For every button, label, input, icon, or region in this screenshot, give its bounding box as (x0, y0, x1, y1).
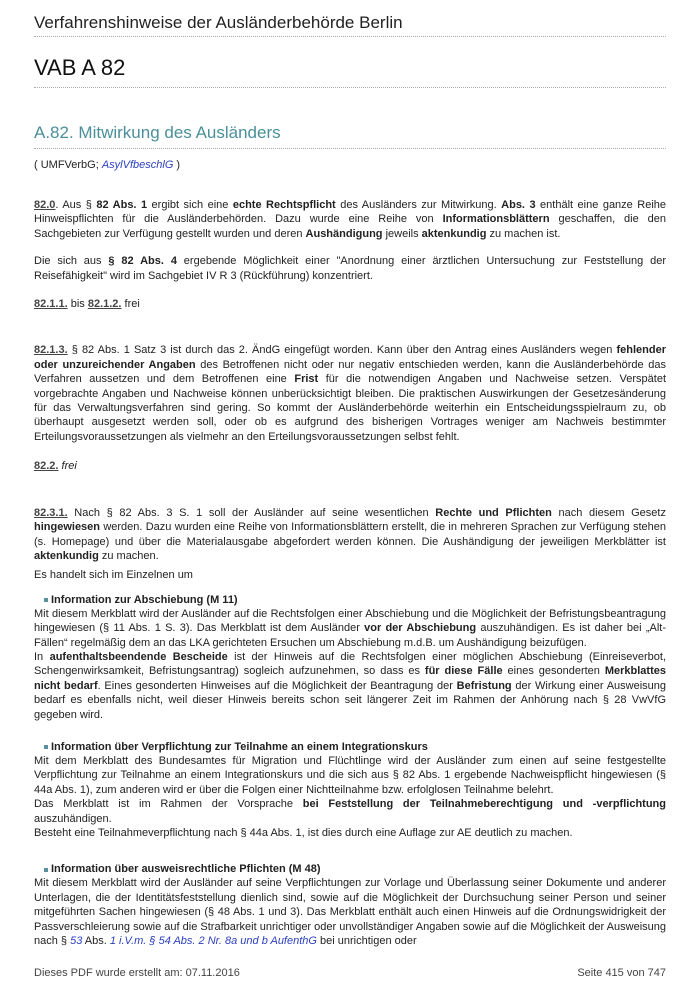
paragraph-82-0: 82.0. Aus § 82 Abs. 1 ergibt sich eine echte Rechtspflicht des Ausländers zur Mitwirkung. Abs. 3 enthält eine ganze Reihe Hinweispflichten für die Ausländerbehörden. Dazu wurde eine Reihe von Informationsblättern geschaffen, die den Sachgebieten zur Verfügung gestellt wurden und deren Aushändigung jeweils aktenkundig zu machen ist. (34, 199, 667, 240)
paragraph-number[interactable]: 82.0 (34, 199, 56, 211)
paragraph-82-2: 82.2. frei (34, 460, 77, 473)
paragraph-number[interactable]: 82.1.1. (34, 298, 68, 311)
integ-text-b: Das Merkblatt ist im Rahmen der Vorsprache bei Feststellung der Teilnahmeberechtigung und -verpflichtung auszuhändigen. (34, 798, 666, 825)
header-divider (34, 36, 666, 37)
page-footer (34, 967, 666, 979)
paragraph-number[interactable]: 82.2. (34, 460, 59, 473)
footer-page-number: Seite 415 von 747 (577, 967, 666, 979)
item-heading-m11: Information zur Abschiebung (M 11) (44, 593, 666, 607)
paragraph-82-1-3: 82.1.3. § 82 Abs. 1 Satz 3 ist durch das 2. ÄndG eingefügt worden. Kann über den Antrag eines Ausländers wegen fehlender oder unzureichender Angaben des Betroffenen nicht oder nur negativ entschieden werden, kann die Ausländerbehörde das Verfahren aussetzen und dem Betroffenen eine Frist für die notwendigen Angaben und Nachweise setzen. Verspätet vorgebrachte Angaben und Nachweise können unberücksichtigt bleiben. Die praktischen Auswirkungen der Gesetzesänderung für das Verwaltungsverfahren sind gering. So kommt der Ausländerbehörde weiterhin ein Entscheidungsspielraum zu, ob überhaupt ausgesetzt werden soll, oder ob es aufgrund des bisherigen Vortrages weniger am Nachweis bestimmter Erteilungsvoraussetzungen als vielmehr an den Erteilungsvoraussetzungen selbst fehlt. (34, 344, 667, 443)
document-page (34, 0, 666, 948)
m48-text-a: Mit diesem Merkblatt wird der Ausländer auf seine Verpflichtungen zur Vorlage und Überlassung seiner Dokumente und anderer Unterlagen, die der Identitätsfeststellung dienlich sind, sowie auf die Möglichkeit der Durchsuchung seiner Person und seiner mitgeführten Sachen hingewiesen (§ 48 Abs. 1 und 3). Das Merkblatt enthält auch einen Hinweis auf die Ordnungswidrigkeit der Passverschleierung sowie auf die Strafbarkeit unrichtiger oder unvollständiger Angaben sowie auf die Möglichkeit der Ausweisung nach § 53 Abs. 1 i.V.m. § 54 Abs. 2 Nr. 8a und b AufenthG bei unrichtigen oder (34, 877, 666, 948)
paragraph-82-4: Die sich aus § 82 Abs. 4 ergebende Möglichkeit einer "Anordnung einer ärztlichen Untersuchung zur Feststellung der Reisefähigkeit" wird im Sachgebiet IV R 3 (Rückführung) konzentriert. (34, 255, 666, 282)
section-title: A.82. Mitwirkung des Ausländers (34, 123, 281, 142)
item-heading-m48: Information über ausweisrechtliche Pflichten (M 48) (44, 862, 666, 876)
aufenthg-link[interactable]: 1 i.V.m. § 54 Abs. 2 Nr. 8a und b AufenthG (109, 935, 317, 948)
paragraph-number[interactable]: 82.3.1. (34, 506, 68, 519)
integ-text-c: Besteht eine Teilnahmeverpflichtung nach § 44a Abs. 1, ist dies durch eine Auflage zur AE deutlich zu machen. (34, 827, 573, 839)
paragraph-53-link[interactable]: 53 (70, 935, 83, 948)
item-heading-integrationskurs: Information über Verpflichtung zur Teilnahme an einem Integrationskurs (44, 740, 666, 754)
section-references: ( UMFVerbG; AsylVfbeschlG ) (34, 159, 181, 171)
title-divider (34, 87, 666, 88)
footer-created-date: Dieses PDF wurde erstellt am: 07.11.2016 (34, 967, 240, 979)
bullet-icon (44, 868, 48, 872)
list-intro: Es handelt sich im Einzelnen um (34, 569, 193, 582)
bullet-icon (44, 745, 48, 749)
paragraph-82-1-1: 82.1.1. bis 82.1.2. frei (34, 298, 140, 311)
section-divider (34, 148, 666, 149)
header-title: Verfahrenshinweise der Ausländerbehörde Berlin (34, 13, 403, 32)
asylvfbeschlg-link[interactable]: AsylVfbeschlG (101, 159, 174, 171)
bullet-icon (44, 598, 48, 602)
m11-text-a: Mit diesem Merkblatt wird der Ausländer auf die Rechtsfolgen einer Abschiebung und die Möglichkeit der Befristungsbeantragung hingewiesen (§ 11 Abs. 1 S. 3). Das Merkblatt ist dem Ausländer vor der Abschiebung auszuhändigen. Es ist daher bei „Alt-Fällen“ regelmäßig dem an das LKA gerichteten Ersuchen um Abschiebung m.d.B. um Aushändigung beizufügen. (34, 607, 667, 649)
paragraph-82-3-1: 82.3.1. Nach § 82 Abs. 3 S. 1 soll der Ausländer auf seine wesentlichen Rechte und Pflichten nach diesem Gesetz hingewiesen werden. Dazu wurden eine Reihe von Informationsblättern erstellt, die in mehreren Sprachen zur Verfügung stehen (s. Homepage) und über die Materialausgabe abgefordert werden können. Die Aushändigung der jeweiligen Merkblätter ist aktenkundig zu machen. (34, 506, 666, 562)
doc-title: VAB A 82 (34, 55, 126, 80)
paragraph-number[interactable]: 82.1.3. (34, 344, 68, 357)
m11-text-b: In aufenthaltsbeendende Bescheide ist der Hinweis auf die Rechtsfolgen einer möglichen Abschiebung (Einreiseverbot, Schengenwirksamkeit, Befristungsantrag) sogleich aufzunehmen, so dass es für diese Fälle eines gesonderten Merkblattes nicht bedarf. Eines gesonderten Hinweises auf die Möglichkeit der Beantragung der Befristung der Wirkung einer Ausweisung bedarf es ebenfalls nicht, weil dieser Hinweis bereits schon seit längerer Zeit im Rahmen der Anhörung nach § 28 VwVfG gegeben wird. (34, 650, 667, 721)
integ-text-a: Mit dem Merkblatt des Bundesamtes für Migration und Flüchtlinge wird der Ausländer zum einen auf seine festgestellte Verpflichtung zur Teilnahme an einem Integrationskurs und die sich aus § 82 Abs. 1 ergebende Nachweispflicht hingewiesen (§ 44a Abs. 1), zum anderen wird er über die Folgen einer Nichtteilnahme bzw. erfolglosen Teilnahme belehrt. (34, 754, 666, 796)
paragraph-number[interactable]: 82.1.2. (87, 298, 122, 311)
